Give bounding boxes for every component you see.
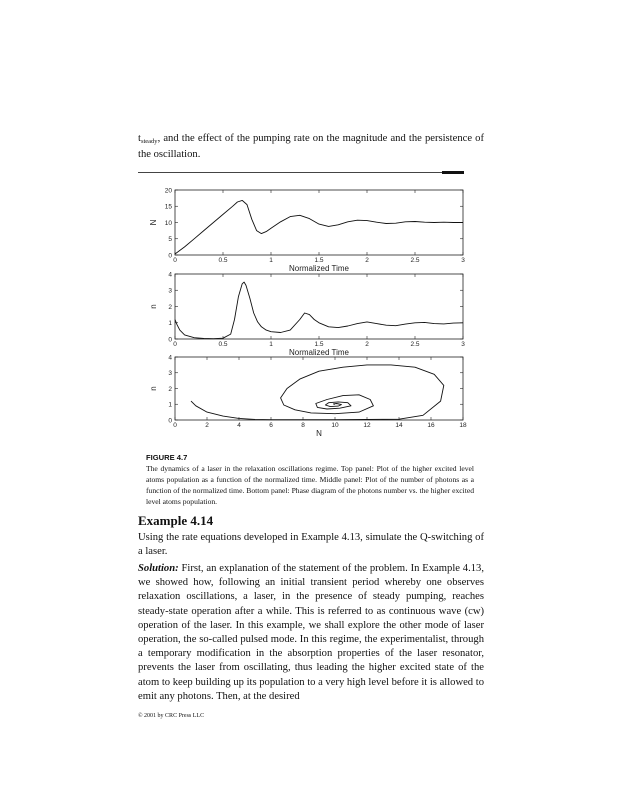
panel-1-xtick-label: 3: [461, 257, 465, 264]
panel-2-ytick-label: 1: [168, 320, 172, 328]
panel-2-ylabel: n: [149, 304, 158, 309]
intro-text: , and the effect of the pumping rate on the magnitude and the persistence of the oscillation.: [138, 133, 484, 161]
panel-3-frame: [175, 357, 463, 420]
panel-2-ytick-label: 0: [168, 336, 172, 344]
solution-label: Solution:: [138, 563, 179, 574]
panel-3-xtick-label: 8: [301, 422, 305, 429]
panel-2-ytick-label: 4: [168, 271, 172, 279]
panel-2-frame: [175, 274, 463, 339]
panel-3-series-line: [191, 365, 444, 420]
panel-1-xtick-label: 0.5: [218, 257, 228, 264]
panel-3-ytick-label: 1: [168, 401, 172, 409]
panel-3-xtick-label: 10: [331, 422, 339, 429]
panel-2-xtick-label: 2: [365, 341, 369, 348]
panel-2-xtick-label: 1: [269, 341, 273, 348]
panel-2-ytick-label: 2: [168, 303, 172, 311]
panel-1-series-line: [175, 200, 463, 254]
panel-2-xtick-label: 0.5: [218, 341, 228, 348]
panel-2-xtick-label: 3: [461, 341, 465, 348]
panel-3-xtick-label: 14: [395, 422, 403, 429]
panel-3-xtick-label: 12: [363, 422, 371, 429]
panel-2-xtick-label: 2.5: [410, 341, 420, 348]
panel-1-ylabel: N: [149, 219, 158, 226]
panel-2-series-line: [175, 282, 463, 339]
panel-2-xlabel: Normalized Time: [288, 348, 350, 357]
intro-subscript: steady: [140, 138, 158, 145]
panel-1-xlabel: Normalized Time: [288, 264, 350, 273]
intro-symbol: t: [138, 133, 141, 144]
panel-1-ytick-label: 15: [164, 203, 172, 211]
panel-1-ytick-label: 5: [168, 236, 172, 244]
panel-3-ytick-label: 3: [168, 370, 172, 378]
panel-1-frame: [175, 190, 463, 255]
panel-3-xtick-label: 16: [427, 422, 435, 429]
panel-3-xtick-label: 4: [237, 422, 241, 429]
panel-1-xtick-label: 1.5: [314, 257, 324, 264]
panel-3-ytick-label: 0: [168, 417, 172, 425]
panel-2-xtick-label: 0: [173, 341, 177, 348]
copyright-footer: © 2001 by CRC Press LLC: [138, 713, 205, 719]
panel-1-ytick-label: 20: [164, 187, 172, 195]
panel-3-ytick-label: 2: [168, 385, 172, 393]
panel-3-ytick-label: 4: [168, 354, 172, 362]
solution-paragraph: [138, 562, 484, 704]
figure-caption: [146, 452, 474, 507]
panel-3-xtick-label: 18: [459, 422, 467, 429]
figure-caption-text: The dynamics of a laser in the relaxation oscillations regime. Top panel: Plot of the higher excited level atoms population as a function of the normalized time. Middle panel: Plot of the number of photons as a function of the normalized time. Bottom panel: Phase diagram of the photons number vs. the higher excited level atoms population.: [146, 464, 474, 506]
panel-1-xtick-label: 1: [269, 257, 273, 264]
example-heading: Example 4.14: [138, 513, 214, 528]
panel-1-xtick-label: 2: [365, 257, 369, 264]
panel-3-ylabel: n: [149, 386, 158, 391]
panel-1-xtick-label: 0: [173, 257, 177, 264]
panel-1-ytick-label: 0: [168, 252, 172, 260]
panel-3-xlabel: N: [316, 429, 322, 438]
panel-3-xtick-label: 6: [269, 422, 273, 429]
panel-2-xtick-label: 1.5: [314, 341, 324, 348]
panel-1-xtick-label: 2.5: [410, 257, 420, 264]
panel-2-ytick-label: 3: [168, 287, 172, 295]
panel-3-xtick-label: 0: [173, 422, 177, 429]
solution-text: First, an explanation of the statement of the problem. In Example 4.13, we showed how, following an initial transient period whereby one observes relaxation oscillations, a laser, in the presence of steady pumping, reaches steady-state operation after a while. This is referred to as continuous wave (cw) operation of the laser. In this example, we shall explore the other mode of laser operation, the so-called pulsed mode. In this regime, the experimentalist, through a temporary modification in the absorption properties of the laser resonator, prevents the laser from oscillating, thus leading the higher excited state of the atom to keep building up its population to a very high level before it is allowed to emit any photons. Then, at the desired: [138, 563, 484, 702]
panel-3-xtick-label: 2: [205, 422, 209, 429]
example-body: Using the rate equations developed in Example 4.13, simulate the Q-switching of a laser.: [138, 532, 484, 558]
panel-1-ytick-label: 10: [164, 219, 172, 227]
figure-caption-label: FIGURE 4.7: [146, 453, 188, 462]
